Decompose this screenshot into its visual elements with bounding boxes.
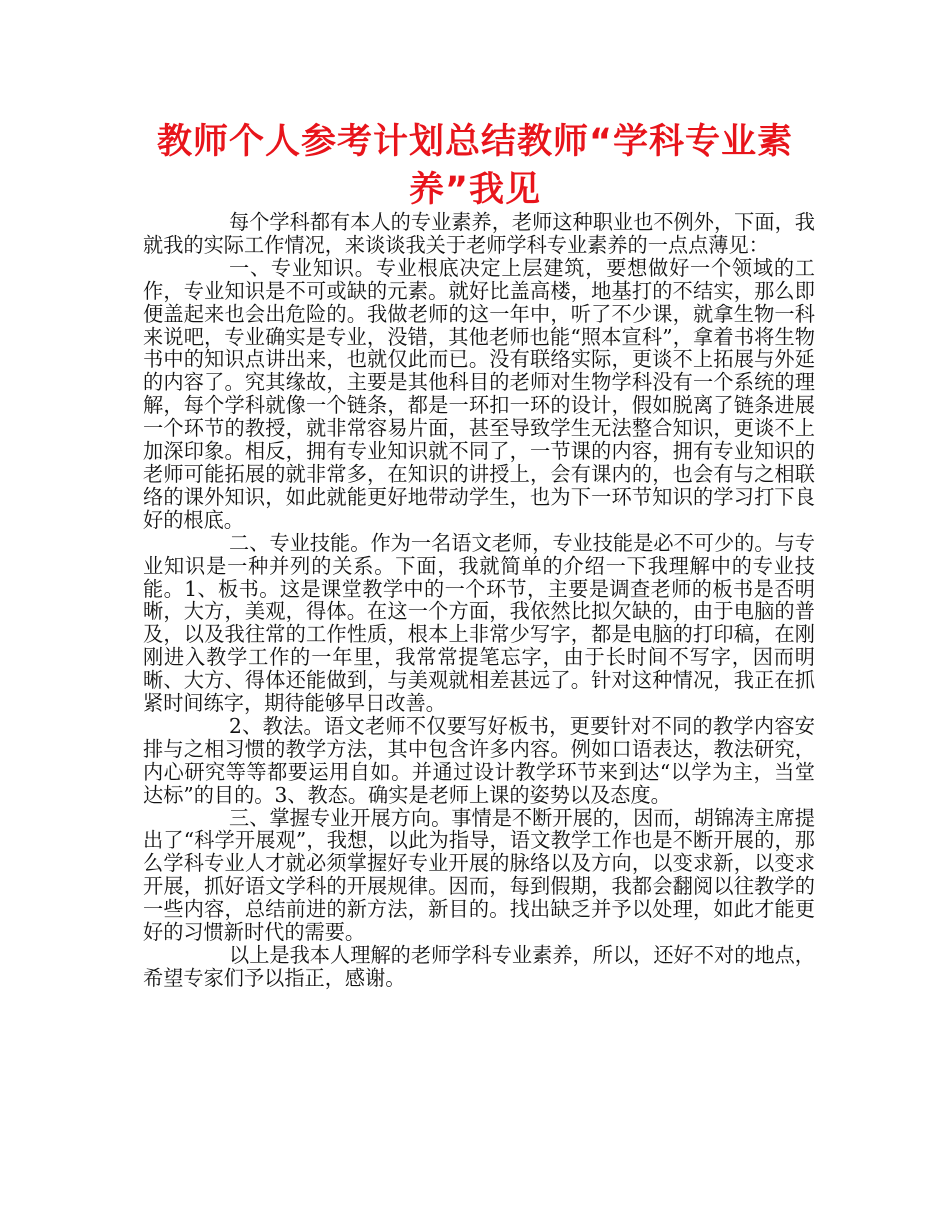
document-body — [143, 211, 815, 990]
paragraph-development-direction: 三、掌握专业开展方向。事情是不断开展的，因而，胡锦涛主席提出了“科学开展观”，我想，以此为指导，语文教学工作也是不断开展的，那么学科专业人才就必须掌握好专业开展的脉络以及方向，以变求新，以变求开展，抓好语文学科的开展规律。因而，每到假期，我都会翻阅以往教学的一些内容，总结前进的新方法，新目的。找出缺乏并予以处理，如此才能更好的习惯新时代的需要。 — [143, 805, 815, 945]
paragraph-professional-knowledge: 一、专业知识。专业根底决定上层建筑，要想做好一个领域的工作，专业知识是不可或缺的元素。就好比盖高楼，地基打的不结实，那么即便盖起来也会出危险的。我做老师的这一年中，听了不少课，就拿生物一科来说吧，专业确实是专业，没错，其他老师也能“照本宣科”，拿着书将生物书中的知识点讲出来，也就仅此而已。没有联络实际，更谈不上拓展与外延的内容了。究其缘故，主要是其他科目的老师对生物学科没有一个系统的理解，每个学科就像一个链条，都是一环扣一环的设计，假如脱离了链条进展一个环节的教授，就非常容易片面，甚至导致学生无法整合知识，更谈不上加深印象。相反，拥有专业知识就不同了，一节课的内容，拥有专业知识的老师可能拓展的就非常多，在知识的讲授上，会有课内的，也会有与之相联络的课外知识，如此就能更好地带动学生，也为下一环节知识的学习打下良好的根底。 — [143, 255, 815, 532]
paragraph-teaching-method: 2、教法。语文老师不仅要写好板书，更要针对不同的教学内容安排与之相习惯的教学方法，其中包含许多内容。例如口语表达，教法研究，内心研究等等都要运用自如。并通过设计教学环节来到达“以学为主，当堂达标”的目的。3、教态。确实是老师上课的姿势以及态度。 — [143, 713, 815, 807]
paragraph-intro: 每个学科都有本人的专业素养，老师这种职业也不例外，下面，我就我的实际工作情况，来谈谈我关于老师学科专业素养的一点点薄见： — [143, 210, 815, 257]
paragraph-conclusion: 以上是我本人理解的老师学科专业素养，所以，还好不对的地点，希望专家们予以指正，感谢。 — [143, 943, 815, 990]
document-title: 教师个人参考计划总结教师“学科专业素养”我见 — [156, 122, 793, 210]
paragraph-professional-skills: 二、专业技能。作为一名语文老师，专业技能是必不可少的。与专业知识是一种并列的关系。下面，我就简单的介绍一下我理解中的专业技能。1、板书。这是课堂教学中的一个环节，主要是调查老师的板书是否明晰，大方，美观，得体。在这一个方面，我依然比拟欠缺的，由于电脑的普及，以及我往常的工作性质，根本上非常少写字，都是电脑的打印稿，在刚刚进入教学工作的一年里，我常常提笔忘字，由于长时间不写字，因而明晰、大方、得体还能做到，与美观就相差甚远了。针对这种情况，我正在抓紧时间练字，期待能够早日改善。 — [143, 530, 815, 716]
